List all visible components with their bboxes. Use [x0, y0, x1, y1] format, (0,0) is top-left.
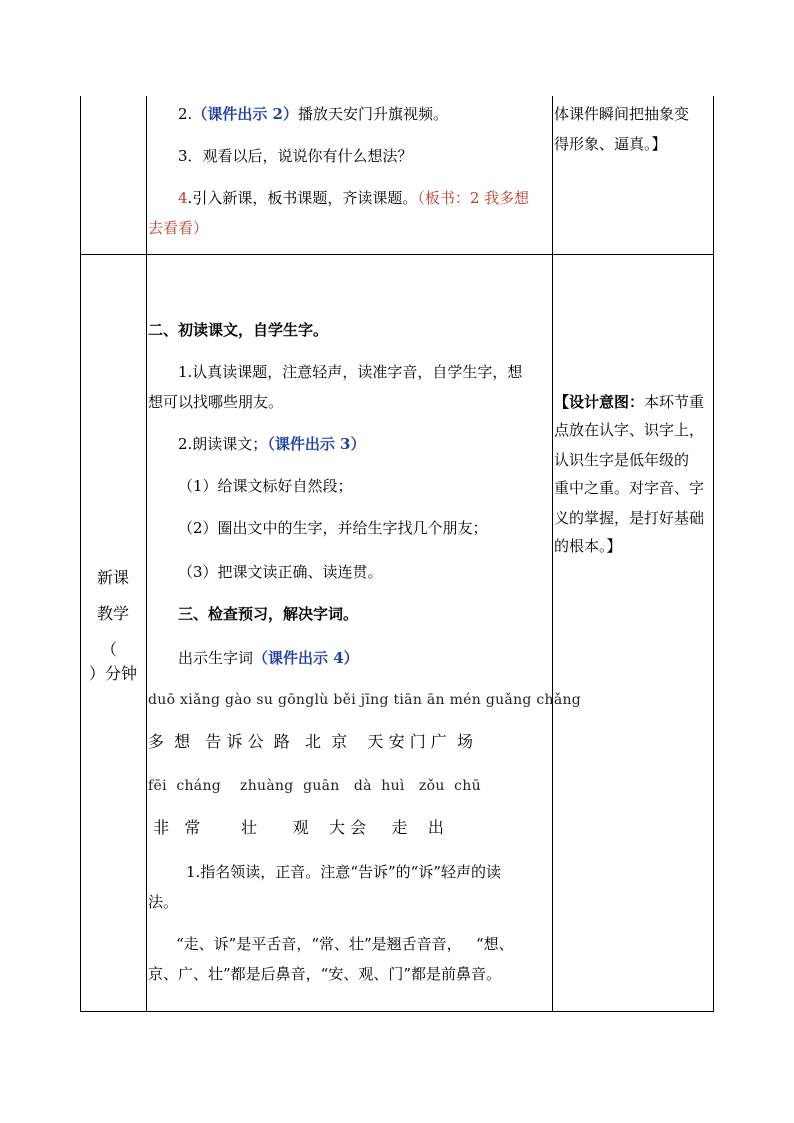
- row1-line4-cont: 去看看）: [148, 219, 209, 237]
- section-label-line2: 教学: [96, 604, 129, 623]
- step1-line1: 1.认真读课题，注意轻声，读准字音，自学生字，想: [178, 363, 523, 381]
- table-border-col2: [552, 96, 553, 1012]
- substep2: （2）圈出文中的生字，并给生字找几个朋友；: [178, 519, 488, 537]
- row1-line3: 3．观看以后，说说你有什么想法？: [178, 147, 413, 165]
- substep1: （1）给课文标好自然段；: [178, 477, 353, 495]
- row1-line4: 4.引入新课，板书课题，齐读课题。（板书：2 我多想: [178, 189, 530, 207]
- read-note2-line2: 京、广、壮”都是后鼻音，“安、观、门”都是前鼻音。: [148, 965, 502, 983]
- design-intent-line3: 认识生字是低年级的: [554, 451, 690, 469]
- table-border-bottom: [80, 1011, 714, 1012]
- design-intent-line4: 重中之重。对字音、字: [554, 479, 705, 497]
- table-border-left: [80, 96, 81, 1012]
- row1-line2: 2.（课件出示 2）播放天安门升旗视频。: [178, 105, 448, 123]
- step1-line2: 想可以找哪些朋友。: [148, 393, 284, 411]
- section-label-line1: 新课: [96, 568, 129, 587]
- hanzi-row2: 非 常 壮 观 大 会 走 出: [148, 818, 444, 837]
- section2-title: 二、初读课文，自学生字。: [148, 321, 329, 339]
- step2-line: 2.朗读课文；（课件出示 3）: [178, 435, 366, 453]
- design-intent-line5: 义的掌握，是打好基础: [554, 509, 705, 527]
- section-label-line4: ）分钟: [88, 664, 137, 683]
- design-intent-line2: 点放在认字、识字上，: [554, 421, 705, 439]
- row-divider: [80, 254, 714, 255]
- pinyin-row2: fēi cháng zhuàng guān dà huì zǒu chū: [148, 778, 481, 794]
- section3-title: 三、检查预习，解决字词。: [178, 605, 359, 623]
- design-intent-line1: 【设计意图：本环节重: [554, 393, 705, 411]
- row1-intent-line2: 得形象、逼真。】: [554, 135, 667, 153]
- read-note1-line1: 1.指名领读，正音。注意“告诉”的“诉”轻声的读: [186, 863, 501, 881]
- substep3: （3）把课文读正确、读连贯。: [178, 563, 383, 581]
- section-label-line3: （: [100, 640, 117, 659]
- hanzi-row1: 多 想 告 诉 公 路 北 京 天 安 门 广 场: [148, 732, 473, 751]
- row1-intent-line1: 体课件瞬间把抽象变: [554, 105, 690, 123]
- read-note1-line2: 法。: [148, 893, 179, 911]
- show-words-line: 出示生字词（课件出示 4）: [178, 649, 359, 667]
- table-border-col1: [146, 96, 147, 1012]
- pinyin-row1: duō xiǎng gào su gōnglù běi jīng tiān ān mén guǎng chǎng: [148, 692, 582, 708]
- read-note2-line1: “走、诉”是平舌音，“常、壮”是翘舌音音， “想、: [176, 935, 514, 953]
- table-border-right: [713, 96, 714, 1012]
- design-intent-line6: 的根本。】: [554, 537, 622, 555]
